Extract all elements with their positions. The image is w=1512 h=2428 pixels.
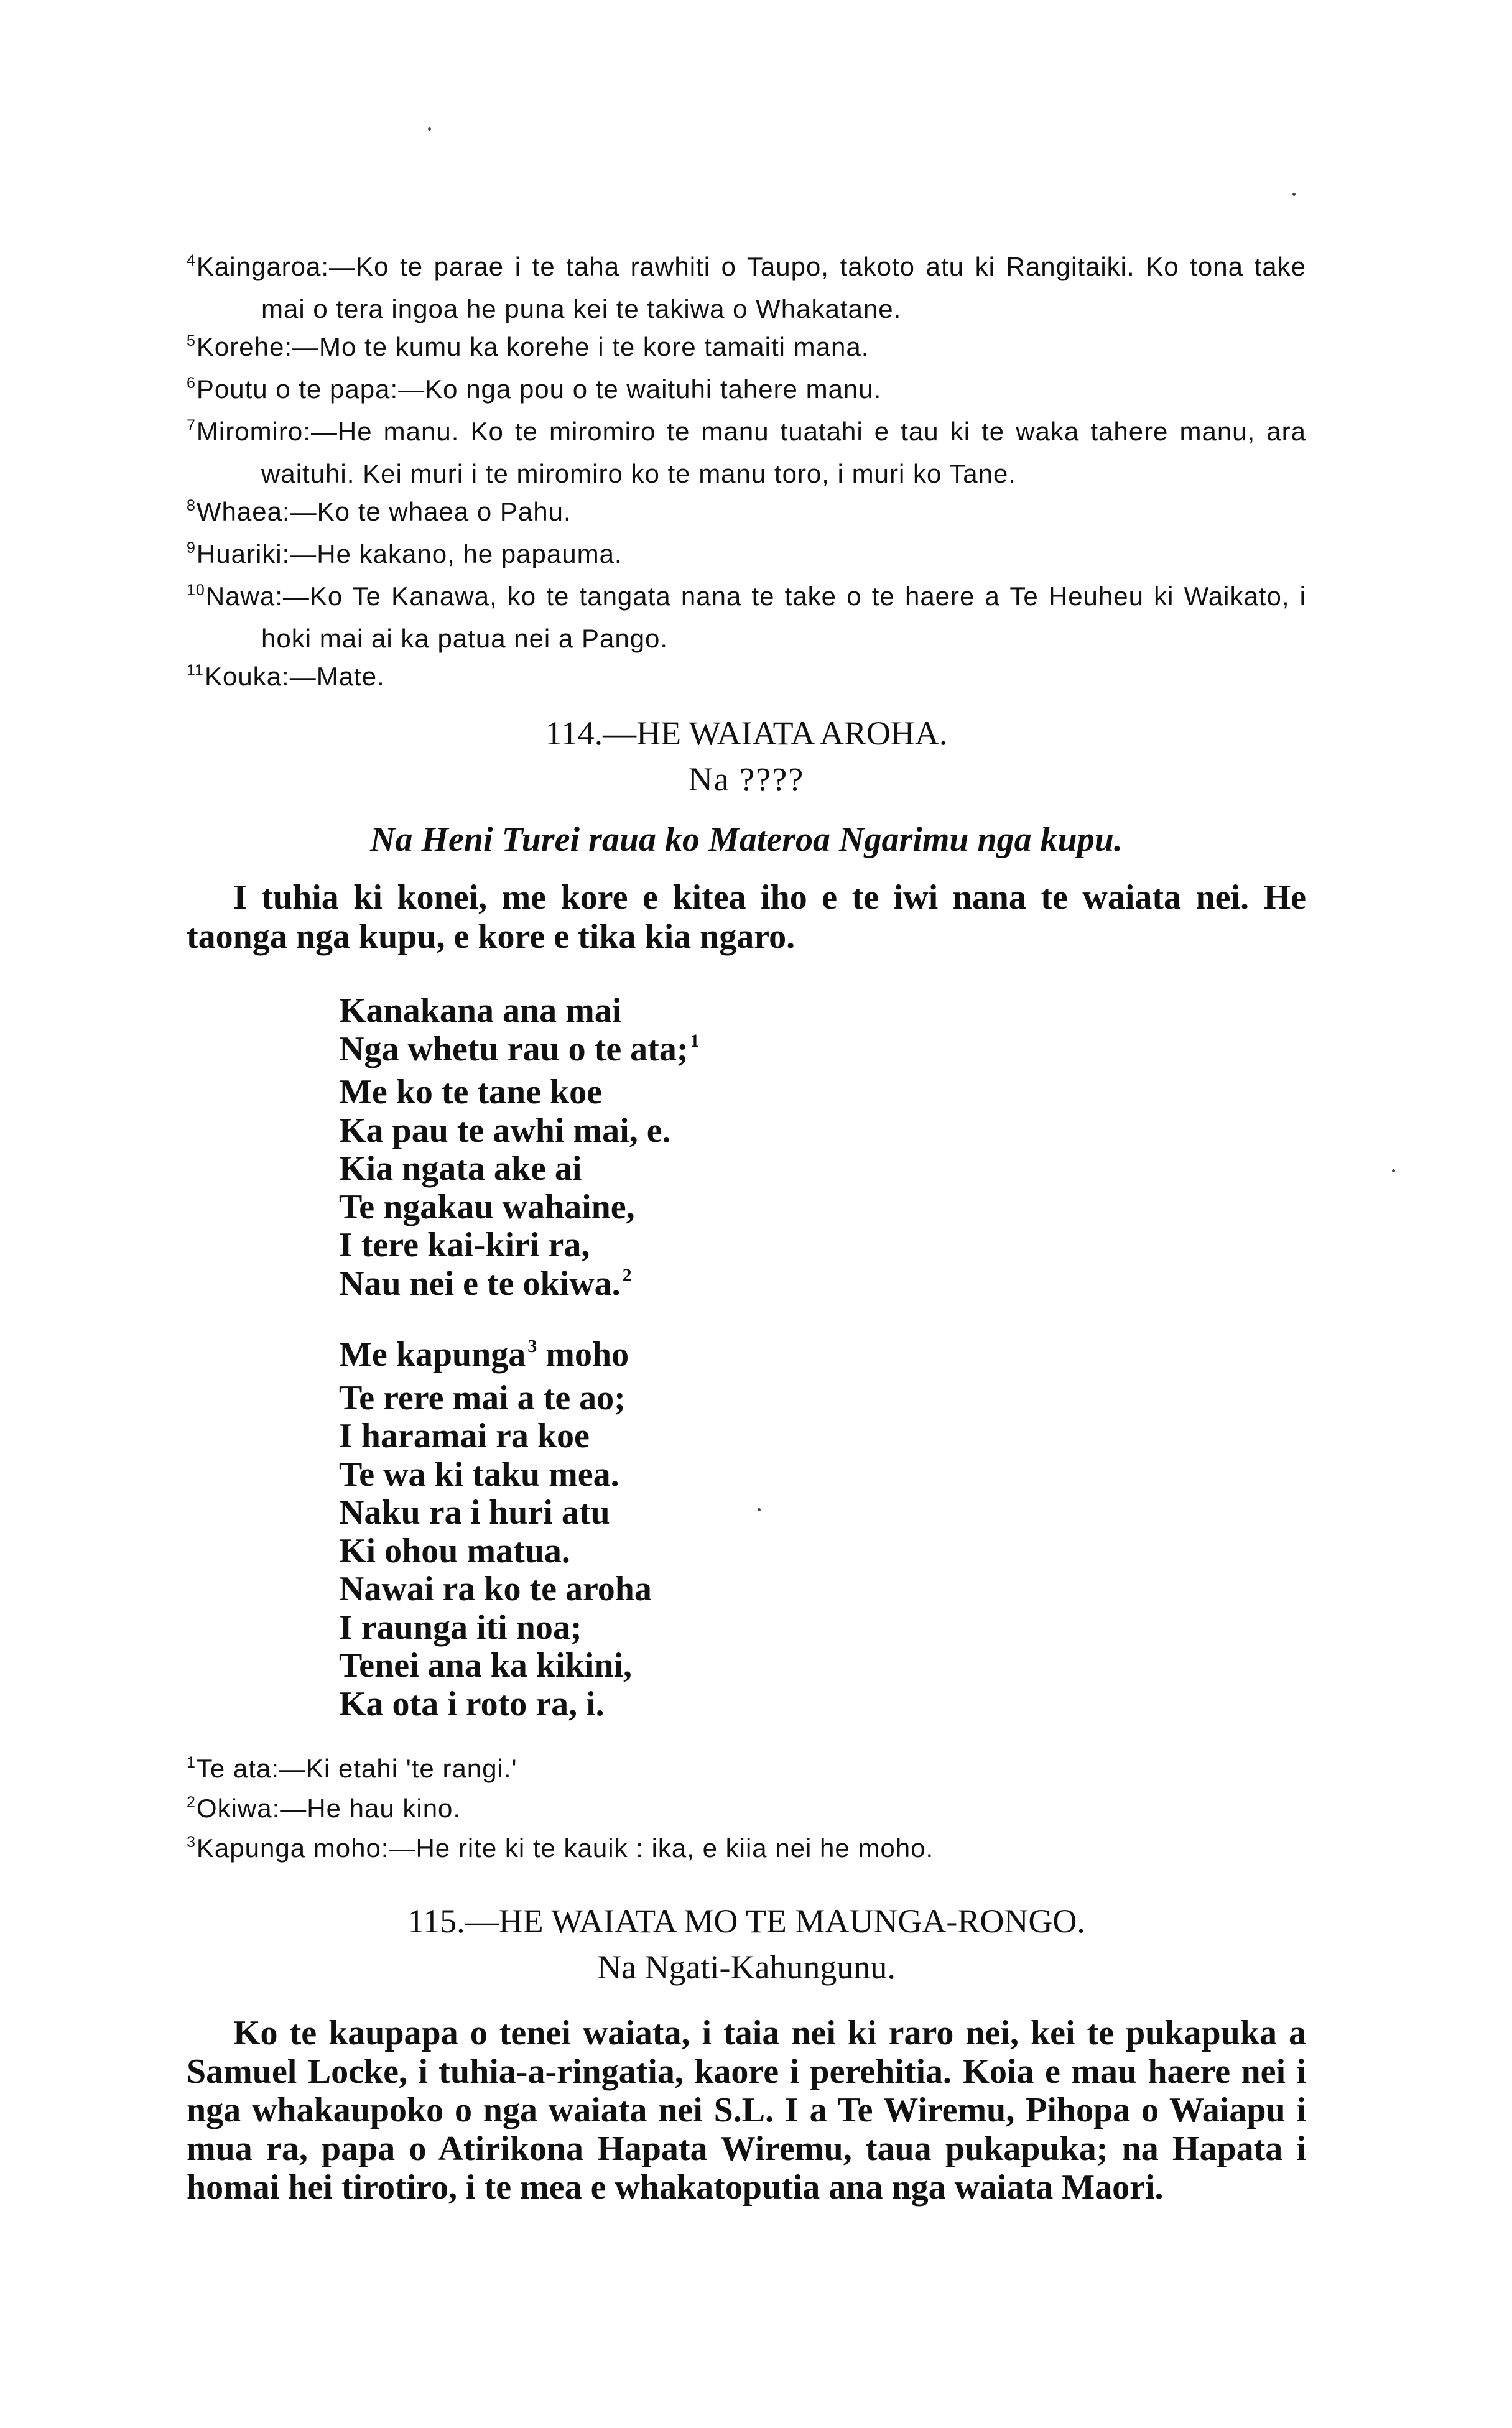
footnote-text: Korehe:—Mo te kumu ka korehe i te kore tamaiti mana. xyxy=(196,332,870,361)
song-114-stanza-1 xyxy=(339,992,699,1308)
poem-line: Te wa ki taku mea. xyxy=(339,1455,619,1494)
footnote xyxy=(187,370,1306,412)
footnote-number: 2 xyxy=(187,1794,196,1811)
poem-line: Nau nei e te okiwa. $^2$ xyxy=(339,1264,632,1303)
scan-speck xyxy=(1392,1169,1395,1172)
footnote xyxy=(187,535,1306,577)
footnote xyxy=(187,412,1306,493)
scan-speck xyxy=(428,127,431,131)
footnote-number: 9 xyxy=(187,539,196,557)
scan-speck xyxy=(1292,193,1296,196)
poem-line: Te rere mai a te ao; xyxy=(339,1378,626,1417)
footnote-number: 5 xyxy=(187,332,196,350)
footnote-ref: 2 xyxy=(622,1264,632,1286)
poem-line: Tenei ana ka kikini, xyxy=(339,1646,633,1685)
song-114-footnotes xyxy=(187,1751,1306,1870)
song-115-intro: Ko te kaupapa o tenei waiata, i taia nei ki raro nei, kei te pukapuka a Samuel Locke, i tuhia-a-ringatia, kaore i perehitia. Koia e mau haere nei i nga whakaupoko o nga waiata nei S.L. I a Te Wiremu, Pihopa o Waiapu i mua ra, papa o Atirikona Hapata Wiremu, taua pukapuka; na Hapata i homai hei tirotiro, i te mea e whakatoputia ana nga waiata Maori. xyxy=(187,2014,1306,2207)
footnote-text: Huariki:—He kakano, he papauma. xyxy=(196,539,623,568)
song-114-title: 114.—HE WAIATA AROHA. xyxy=(545,715,948,752)
poem-line: Nawai ra ko te aroha xyxy=(339,1570,652,1608)
footnote-text: Okiwa:—He hau kino. xyxy=(196,1794,461,1823)
poem-line: Naku ra i huri atu xyxy=(339,1493,610,1532)
poem-line: Kanakana ana mai xyxy=(339,991,622,1030)
footnote-number: 11 xyxy=(187,662,204,679)
footnote-text: Kaingaroa:—Ko te parae i te taha rawhiti o Taupo, takoto atu ki Rangitaiki. Ko tona take mai o tera ingoa he puna kei te takiwa o Whakatane. xyxy=(196,252,1306,323)
footnote xyxy=(187,248,1306,328)
poem-line: Ka ota i roto ra, i. xyxy=(339,1684,605,1723)
scan-speck xyxy=(758,1508,761,1511)
footnote-ref: 1 xyxy=(690,1030,700,1051)
footnote-text: Poutu o te papa:—Ko nga pou o te waituhi tahere manu. xyxy=(196,374,882,404)
song-114-author: Na ???? xyxy=(688,761,805,798)
footnote-text: Te ata:—Ki etahi 'te rangi.' xyxy=(196,1754,517,1783)
poem-line: I haramai ra koe xyxy=(339,1417,590,1455)
footnote xyxy=(187,657,1306,700)
poem-line: Me ko te tane koe xyxy=(339,1073,603,1111)
footnote xyxy=(187,328,1306,370)
poem-line: I tere kai-kiri ra, xyxy=(339,1226,590,1264)
poem-line: Ka pau te awhi mai, e. xyxy=(339,1111,671,1150)
poem-line: Me kapunga $^3$ moho xyxy=(339,1335,629,1374)
song-115-author: Na Ngati-Kahungunu. xyxy=(597,1948,896,1986)
song-114-intro: I tuhia ki konei, me kore e kitea iho e te iwi nana te waiata nei. He taonga nga kupu, e kore e tika kia ngaro. xyxy=(187,878,1306,956)
footnote-number: 8 xyxy=(187,497,196,514)
footnote-number: 6 xyxy=(187,374,196,392)
footnote xyxy=(187,493,1306,535)
footnote-number: 4 xyxy=(187,252,196,269)
footnotes-top xyxy=(187,248,1306,700)
song-114-credit: Na Heni Turei raua ko Materoa Ngarimu nga kupu. xyxy=(370,820,1123,859)
footnote-number: 10 xyxy=(187,582,205,599)
footnote xyxy=(187,577,1306,657)
poem-line: Ki ohou matua. xyxy=(339,1531,570,1570)
poem-line: I raunga iti noa; xyxy=(339,1608,582,1647)
footnote-text: Miromiro:—He manu. Ko te miromiro te manu tuatahi e tau ki te waka tahere manu, ara waituhi. Kei muri i te miromiro ko te manu toro, i muri ko Tane. xyxy=(196,417,1306,488)
footnote-number: 7 xyxy=(187,417,196,434)
footnote-text: Whaea:—Ko te whaea o Pahu. xyxy=(196,497,572,526)
footnote xyxy=(187,1791,1306,1830)
poem-line: Te ngakau wahaine, xyxy=(339,1187,635,1226)
footnote-ref: 3 xyxy=(527,1336,537,1356)
song-115-title: 115.—HE WAIATA MO TE MAUNGA-RONGO. xyxy=(407,1902,1085,1940)
song-114-stanza-2 xyxy=(339,1336,652,1723)
footnote-text: Kapunga moho:—He rite ki te kauik : ika, e kiia nei he moho. xyxy=(196,1833,934,1863)
footnote-number: 1 xyxy=(187,1754,196,1771)
footnote-text: Kouka:—Mate. xyxy=(204,662,385,691)
footnote xyxy=(187,1751,1306,1791)
footnote-text: Nawa:—Ko Te Kanawa, ko te tangata nana te take o te haere a Te Heuheu ki Waikato, i hoki mai ai ka patua nei a Pango. xyxy=(205,582,1306,653)
poem-line: Nga whetu rau o te ata; $^1$ xyxy=(339,1029,700,1068)
poem-line: Kia ngata ake ai xyxy=(339,1149,582,1188)
footnote-number: 3 xyxy=(187,1833,196,1851)
footnote xyxy=(187,1830,1306,1870)
